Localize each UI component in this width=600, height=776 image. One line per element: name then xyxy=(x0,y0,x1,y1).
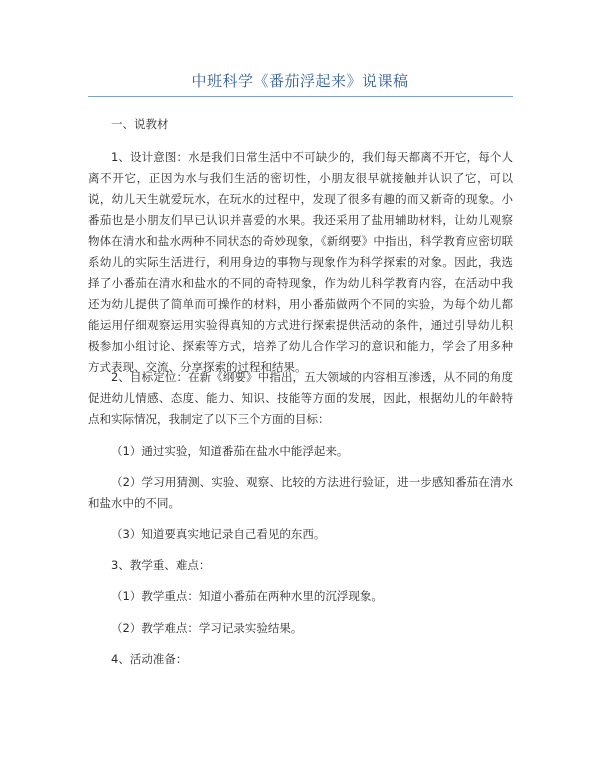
paragraph-design-intent: 1、设计意图：水是我们日常生活中不可缺少的，我们每天都离不开它，每个人离不开它，正因为水与我们生活的密切性，小朋友很早就接触并认识了它，可以说，幼儿天生就爱玩水，在玩水的过程中，发现了很多有趣的而又新奇的现象。小番茄也是小朋友们早已认识并喜爱的水果。我还采用了盐用辅助材料，让幼儿观察物体在清水和盐水两种不同状态的奇妙现象，《新纲要》中指出，科学教育应密切联系幼儿的实际生活进行，利用身边的事物与现象作为科学探索的对象。因此，我选择了小番茄在清水和盐水的不同的奇特现象，作为幼儿科学教育内容，在活动中我还为幼儿提供了简单而可操作的材料，用小番茄做两个不同的实验，为每个幼儿都能运用仔细观察运用实验得真知的方式进行探索提供活动的条件，通过引导幼儿积极参加小组讨论、探索等方式，培养了幼儿合作学习的意识和能力，学会了用多种方式表现、交流、分享探索的过程和结果。 xyxy=(88,150,513,374)
goal-item-1: （1）通过实验，知道番茄在盐水中能浮起来。 xyxy=(111,444,349,458)
section-heading-activity-preparation: 4、活动准备： xyxy=(111,652,188,666)
title-underline xyxy=(88,96,513,97)
key-point-item: （1）教学重点：知道小番茄在两种水里的沉浮现象。 xyxy=(111,589,383,603)
paragraph-goal-positioning: 2、目标定位：在新《纲要》中指出，五大领域的内容相互渗透，从不同的角度促进幼儿情感、态度、能力、知识、技能等方面的发展，因此，根据幼儿的年龄特点和实际情况，我制定了以下三个方面的目标： xyxy=(88,370,513,426)
section-heading-teaching-material: 一、说教材 xyxy=(111,117,169,131)
goal-item-2: （2）学习用猜测、实验、观察、比较的方法进行验证，进一步感知番茄在清水和盐水中的不同。 xyxy=(88,475,513,510)
document-title: 中班科学《番茄浮起来》说课稿 xyxy=(191,72,409,90)
goal-item-3: （3）知道要真实地记录自己看见的东西。 xyxy=(111,527,326,541)
difficult-point-item: （2）教学难点：学习记录实验结果。 xyxy=(111,621,303,635)
section-heading-key-points: 3、教学重、难点： xyxy=(111,558,211,572)
